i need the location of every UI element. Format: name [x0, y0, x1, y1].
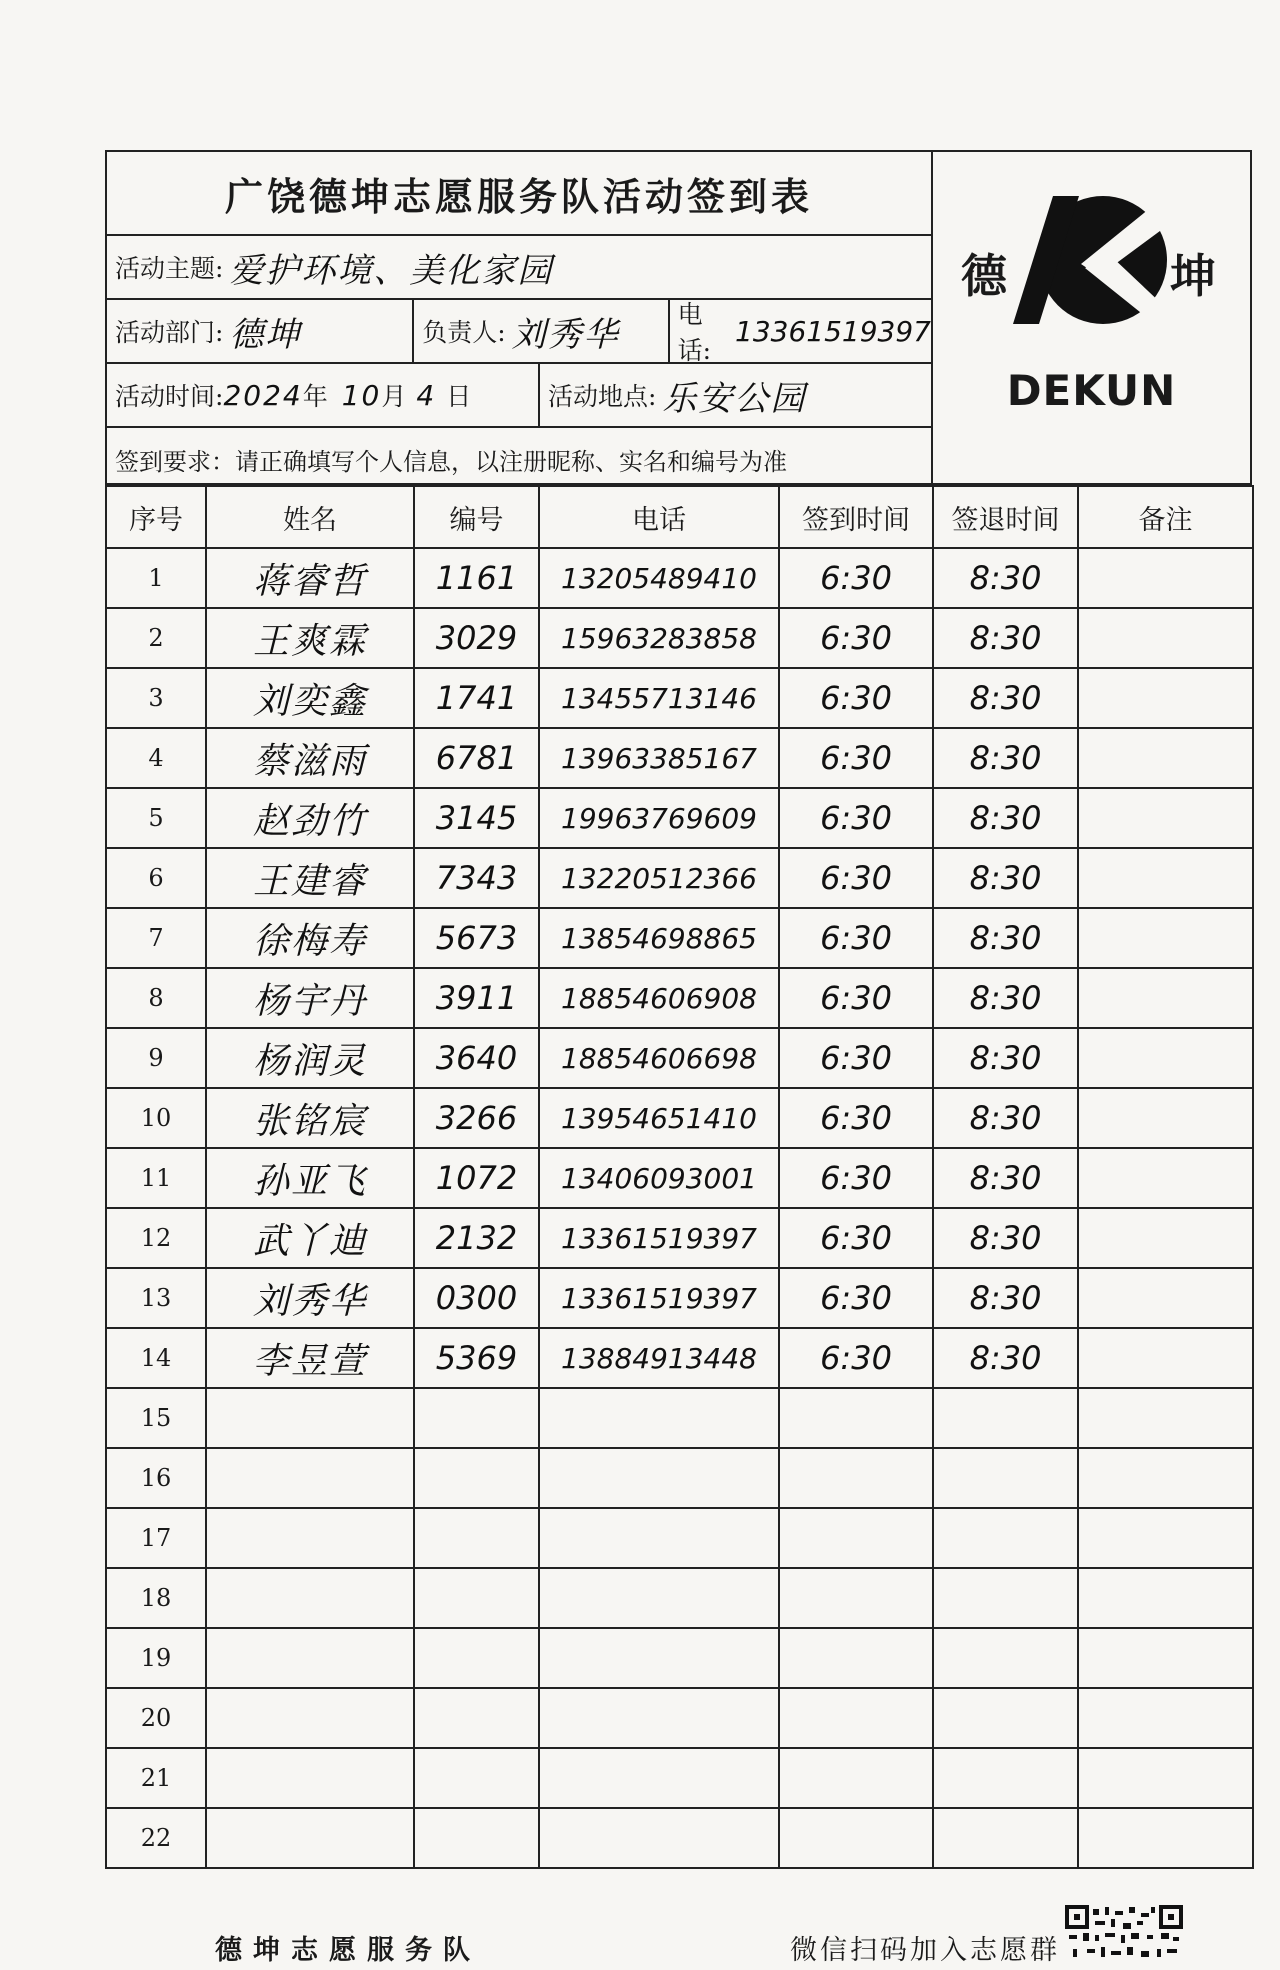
theme-label: 活动主题:	[115, 254, 224, 283]
row-id: 1161	[414, 548, 539, 608]
row-note	[1078, 548, 1253, 608]
row-phone	[539, 1448, 779, 1508]
row-name	[206, 1448, 414, 1508]
row-note	[1078, 1148, 1253, 1208]
row-number: 22	[106, 1808, 206, 1868]
row-note	[1078, 1088, 1253, 1148]
phone-cell	[668, 300, 931, 365]
row-name: 杨宇丹	[206, 968, 414, 1028]
table-row	[106, 1568, 1253, 1628]
row-checkout-time	[933, 1748, 1078, 1808]
row-number: 14	[106, 1328, 206, 1388]
table-row	[106, 1508, 1253, 1568]
row-number: 13	[106, 1268, 206, 1328]
row-checkout-time: 8:30	[933, 548, 1078, 608]
table-row	[106, 1088, 1253, 1148]
row-checkin-time	[779, 1448, 933, 1508]
row-name: 张铭宸	[206, 1088, 414, 1148]
row-note	[1078, 848, 1253, 908]
row-id: 1741	[414, 668, 539, 728]
form-title-row	[107, 152, 931, 236]
place-value: 乐安公园	[662, 378, 807, 419]
row-checkout-time: 8:30	[933, 728, 1078, 788]
table-row	[106, 1448, 1253, 1508]
row-id: 3266	[414, 1088, 539, 1148]
col-header-phone: 电话	[539, 486, 779, 548]
row-number: 15	[106, 1388, 206, 1448]
row-checkin-time: 6:30	[779, 1028, 933, 1088]
row-name: 蒋睿哲	[206, 548, 414, 608]
row-phone: 13884913448	[539, 1328, 779, 1388]
row-checkin-time: 6:30	[779, 1208, 933, 1268]
row-name	[206, 1628, 414, 1688]
row-id: 3911	[414, 968, 539, 1028]
row-name: 杨润灵	[206, 1028, 414, 1088]
row-phone: 13205489410	[539, 548, 779, 608]
row-note	[1078, 1628, 1253, 1688]
row-checkin-time	[779, 1688, 933, 1748]
row-checkin-time: 6:30	[779, 1268, 933, 1328]
time-day-unit: 日	[446, 382, 472, 411]
footer-team: 德坤志愿服务队	[215, 1935, 481, 1966]
row-number: 6	[106, 848, 206, 908]
row-name	[206, 1388, 414, 1448]
row-checkout-time: 8:30	[933, 908, 1078, 968]
row-checkout-time	[933, 1448, 1078, 1508]
table-row	[106, 1808, 1253, 1868]
row-number: 9	[106, 1028, 206, 1088]
qr-code-icon	[1065, 1905, 1185, 1965]
row-note	[1078, 1328, 1253, 1388]
row-checkin-time: 6:30	[779, 968, 933, 1028]
leader-value: 刘秀华	[511, 314, 620, 355]
row-number: 2	[106, 608, 206, 668]
time-label: 活动时间:	[115, 382, 224, 411]
form-header	[105, 150, 1252, 485]
row-note	[1078, 968, 1253, 1028]
row-checkin-time	[779, 1808, 933, 1868]
row-checkin-time	[779, 1628, 933, 1688]
theme-row	[107, 236, 931, 300]
row-phone	[539, 1628, 779, 1688]
row-checkout-time: 8:30	[933, 608, 1078, 668]
row-id	[414, 1568, 539, 1628]
row-note	[1078, 608, 1253, 668]
time-day: 4	[416, 378, 437, 412]
row-name: 蔡滋雨	[206, 728, 414, 788]
theme-value: 爱护环境、美化家园	[229, 250, 554, 291]
logo-panel	[931, 150, 1252, 485]
row-number: 5	[106, 788, 206, 848]
row-name: 孙亚飞	[206, 1148, 414, 1208]
time-cell	[107, 364, 538, 426]
row-number: 21	[106, 1748, 206, 1808]
row-phone	[539, 1568, 779, 1628]
row-checkout-time: 8:30	[933, 1208, 1078, 1268]
table-row	[106, 1208, 1253, 1268]
row-id: 3029	[414, 608, 539, 668]
row-note	[1078, 1388, 1253, 1448]
row-checkin-time: 6:30	[779, 728, 933, 788]
row-phone: 13406093001	[539, 1148, 779, 1208]
row-id: 1072	[414, 1148, 539, 1208]
phone-value: 13361519397	[735, 314, 931, 348]
dekun-logo	[933, 152, 1250, 483]
row-number: 12	[106, 1208, 206, 1268]
qr-code-graphic	[1065, 1905, 1185, 1965]
form-info	[105, 150, 931, 485]
row-phone: 13361519397	[539, 1268, 779, 1328]
row-checkout-time: 8:30	[933, 1088, 1078, 1148]
row-id: 0300	[414, 1268, 539, 1328]
dept-value: 德坤	[229, 314, 302, 355]
row-name: 徐梅寿	[206, 908, 414, 968]
row-name: 刘秀华	[206, 1268, 414, 1328]
row-note	[1078, 1448, 1253, 1508]
form-title: 广饶德坤志愿服务队活动签到表	[224, 174, 813, 219]
table-row	[106, 1628, 1253, 1688]
time-year: 2024	[223, 378, 303, 412]
row-number: 11	[106, 1148, 206, 1208]
table-row	[106, 1688, 1253, 1748]
row-checkout-time: 8:30	[933, 1148, 1078, 1208]
row-checkout-time	[933, 1508, 1078, 1568]
row-phone: 13954651410	[539, 1088, 779, 1148]
row-number: 18	[106, 1568, 206, 1628]
row-phone: 15963283858	[539, 608, 779, 668]
row-phone: 13361519397	[539, 1208, 779, 1268]
time-month: 10	[341, 378, 382, 412]
row-phone: 18854606698	[539, 1028, 779, 1088]
row-note	[1078, 1028, 1253, 1088]
row-number: 10	[106, 1088, 206, 1148]
requirement-text: 签到要求：请正确填写个人信息，以注册昵称、实名和编号为准	[115, 447, 787, 476]
table-row	[106, 968, 1253, 1028]
row-note	[1078, 788, 1253, 848]
row-phone: 13963385167	[539, 728, 779, 788]
row-checkout-time: 8:30	[933, 1328, 1078, 1388]
requirement-cell	[107, 428, 931, 490]
table-row	[106, 548, 1253, 608]
row-phone: 13854698865	[539, 908, 779, 968]
place-label: 活动地点:	[547, 382, 657, 411]
row-checkin-time: 6:30	[779, 848, 933, 908]
row-number: 3	[106, 668, 206, 728]
row-note	[1078, 1268, 1253, 1328]
leader-cell	[412, 300, 667, 362]
row-checkout-time	[933, 1568, 1078, 1628]
row-name: 李昱萱	[206, 1328, 414, 1388]
row-name	[206, 1508, 414, 1568]
row-checkout-time: 8:30	[933, 1268, 1078, 1328]
row-phone: 13455713146	[539, 668, 779, 728]
row-phone: 13220512366	[539, 848, 779, 908]
row-checkin-time: 6:30	[779, 668, 933, 728]
row-note	[1078, 1508, 1253, 1568]
theme-cell	[107, 236, 931, 298]
phone-label: 电话:	[677, 300, 712, 365]
row-id	[414, 1748, 539, 1808]
time-month-unit: 月	[381, 382, 407, 411]
leader-label: 负责人:	[422, 318, 506, 347]
row-note	[1078, 1568, 1253, 1628]
col-header-id: 编号	[414, 486, 539, 548]
row-checkout-time	[933, 1808, 1078, 1868]
table-row	[106, 1148, 1253, 1208]
footer-wechat: 微信扫码加入志愿群	[790, 1935, 1060, 1966]
row-name: 刘奕鑫	[206, 668, 414, 728]
table-row	[106, 1328, 1253, 1388]
time-year-unit: 年	[302, 382, 328, 411]
row-checkin-time: 6:30	[779, 608, 933, 668]
row-id	[414, 1508, 539, 1568]
time-row	[107, 364, 931, 428]
row-name: 王爽霖	[206, 608, 414, 668]
row-name: 武丫迪	[206, 1208, 414, 1268]
row-checkout-time	[933, 1388, 1078, 1448]
row-checkout-time: 8:30	[933, 848, 1078, 908]
row-checkout-time: 8:30	[933, 788, 1078, 848]
row-id: 2132	[414, 1208, 539, 1268]
row-phone: 18854606908	[539, 968, 779, 1028]
row-id	[414, 1448, 539, 1508]
row-number: 17	[106, 1508, 206, 1568]
row-number: 1	[106, 548, 206, 608]
row-note	[1078, 1688, 1253, 1748]
logo-char-right: 坤	[1170, 249, 1216, 303]
row-phone	[539, 1808, 779, 1868]
row-name	[206, 1568, 414, 1628]
row-checkout-time	[933, 1628, 1078, 1688]
col-header-no: 序号	[106, 486, 206, 548]
row-number: 19	[106, 1628, 206, 1688]
row-number: 7	[106, 908, 206, 968]
table-row	[106, 1268, 1253, 1328]
row-number: 16	[106, 1448, 206, 1508]
row-checkin-time	[779, 1388, 933, 1448]
row-checkout-time: 8:30	[933, 668, 1078, 728]
row-name	[206, 1808, 414, 1868]
dept-row	[107, 300, 931, 364]
row-note	[1078, 1808, 1253, 1868]
dept-label: 活动部门:	[115, 318, 224, 347]
row-checkin-time	[779, 1568, 933, 1628]
row-id: 3640	[414, 1028, 539, 1088]
table-row	[106, 848, 1253, 908]
row-name: 赵劲竹	[206, 788, 414, 848]
sign-in-table	[105, 485, 1254, 1869]
row-name: 王建睿	[206, 848, 414, 908]
row-name	[206, 1688, 414, 1748]
row-name	[206, 1748, 414, 1808]
row-phone	[539, 1748, 779, 1808]
table-row	[106, 1388, 1253, 1448]
row-number: 8	[106, 968, 206, 1028]
row-id	[414, 1628, 539, 1688]
header-row	[106, 486, 1253, 548]
row-checkin-time: 6:30	[779, 1328, 933, 1388]
row-note	[1078, 728, 1253, 788]
row-checkin-time: 6:30	[779, 1088, 933, 1148]
row-id: 5369	[414, 1328, 539, 1388]
table-row	[106, 608, 1253, 668]
table-row	[106, 668, 1253, 728]
row-id: 5673	[414, 908, 539, 968]
row-checkin-time: 6:30	[779, 1148, 933, 1208]
row-note	[1078, 1748, 1253, 1808]
row-checkout-time	[933, 1688, 1078, 1748]
row-note	[1078, 668, 1253, 728]
table-row	[106, 908, 1253, 968]
row-id	[414, 1808, 539, 1868]
logo-wordmark: DEKUN	[1006, 366, 1177, 415]
row-id: 7343	[414, 848, 539, 908]
table-header	[106, 486, 1253, 548]
dept-cell	[107, 300, 412, 362]
table-row	[106, 1748, 1253, 1808]
logo-char-left: 德	[961, 249, 1007, 303]
table-row	[106, 728, 1253, 788]
row-checkin-time: 6:30	[779, 908, 933, 968]
row-phone	[539, 1388, 779, 1448]
row-checkin-time	[779, 1508, 933, 1568]
table-row	[106, 1028, 1253, 1088]
row-phone: 19963769609	[539, 788, 779, 848]
col-header-note: 备注	[1078, 486, 1253, 548]
row-checkin-time	[779, 1748, 933, 1808]
row-phone	[539, 1688, 779, 1748]
requirement-row	[107, 428, 931, 490]
row-note	[1078, 908, 1253, 968]
row-checkout-time: 8:30	[933, 968, 1078, 1028]
row-id: 3145	[414, 788, 539, 848]
table-row	[106, 788, 1253, 848]
row-phone	[539, 1508, 779, 1568]
row-checkin-time: 6:30	[779, 548, 933, 608]
row-checkout-time: 8:30	[933, 1028, 1078, 1088]
col-header-checkin: 签到时间	[779, 486, 933, 548]
row-number: 20	[106, 1688, 206, 1748]
col-header-name: 姓名	[206, 486, 414, 548]
table-body	[106, 548, 1253, 1868]
row-id: 6781	[414, 728, 539, 788]
row-note	[1078, 1208, 1253, 1268]
row-id	[414, 1388, 539, 1448]
col-header-checkout: 签退时间	[933, 486, 1078, 548]
place-cell	[538, 364, 931, 426]
row-number: 4	[106, 728, 206, 788]
k-logo-icon	[933, 152, 1250, 483]
row-id	[414, 1688, 539, 1748]
row-checkin-time: 6:30	[779, 788, 933, 848]
